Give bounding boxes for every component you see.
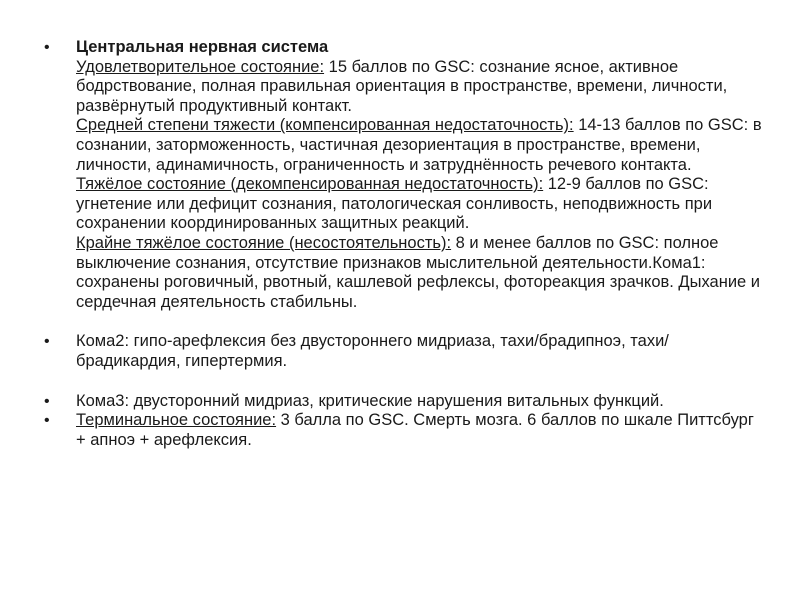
coma3-text: Кома3: двусторонний мидриаз, критические нарушения витальных функций. [76, 391, 664, 410]
terminal-text: 3 балла по GSC. Смерть мозга. 6 баллов по шкале Питтсбург + апноэ + арефлексия. [76, 411, 754, 449]
paragraph-satisfactory [76, 58, 764, 117]
state-label: Крайне тяжёлое состояние (несостоятельность): [76, 233, 452, 252]
bullet-list [44, 38, 764, 450]
state-label: Терминальное состояние: [76, 411, 277, 430]
bullet-item-cns [44, 38, 764, 312]
state-label: Средней степени тяжести (компенсированная недостаточность): [76, 116, 574, 135]
bullet-item-coma3 [44, 392, 764, 412]
bullet-item-coma2 [44, 332, 764, 371]
state-label: Удовлетворительное состояние: [76, 57, 325, 76]
state-text: 14-13 баллов по GSC: в сознании, заторможенность, частичная дезориентация в пространстве, времени, личности, адинамичность, ограниченность и затруднённость речевого контакта. [76, 116, 762, 174]
paragraph-severe [76, 175, 764, 234]
section-heading: Центральная нервная система [76, 38, 329, 56]
state-text: 15 баллов по GSC: сознание ясное, активное бодрствование, полная правильная ориентация в пространстве, времени, личности, развёрнутый продуктивный контакт. [76, 57, 728, 115]
paragraph-moderate [76, 116, 764, 175]
state-text: 8 и менее баллов по GSC: полное выключение сознания, отсутствие признаков мыслительной деятельности.Кома1: сохранены роговичный, рвотный, кашлевой рефлексы, фотореакция зрачков. Дыхание и сердечная деятельность стабильны. [76, 233, 761, 311]
bullet-dot: • [44, 412, 50, 430]
bullet-item-terminal [44, 411, 764, 450]
state-text: 12-9 баллов по GSC: угнетение или дефицит сознания, патологическая сонливость, неподвижность при сохранении координированных защитных реакций. [76, 175, 713, 233]
bullet-dot: • [44, 333, 50, 351]
paragraph-extremely-severe [76, 234, 764, 312]
coma2-text: Кома2: гипо-арефлексия без двустороннего мидриаза, тахи/брадипноэ, тахи/брадикардия, гипертермия. [76, 332, 669, 370]
state-label: Тяжёлое состояние (декомпенсированная недостаточность): [76, 175, 544, 194]
bullet-dot: • [44, 39, 50, 56]
bullet-dot: • [44, 392, 50, 410]
